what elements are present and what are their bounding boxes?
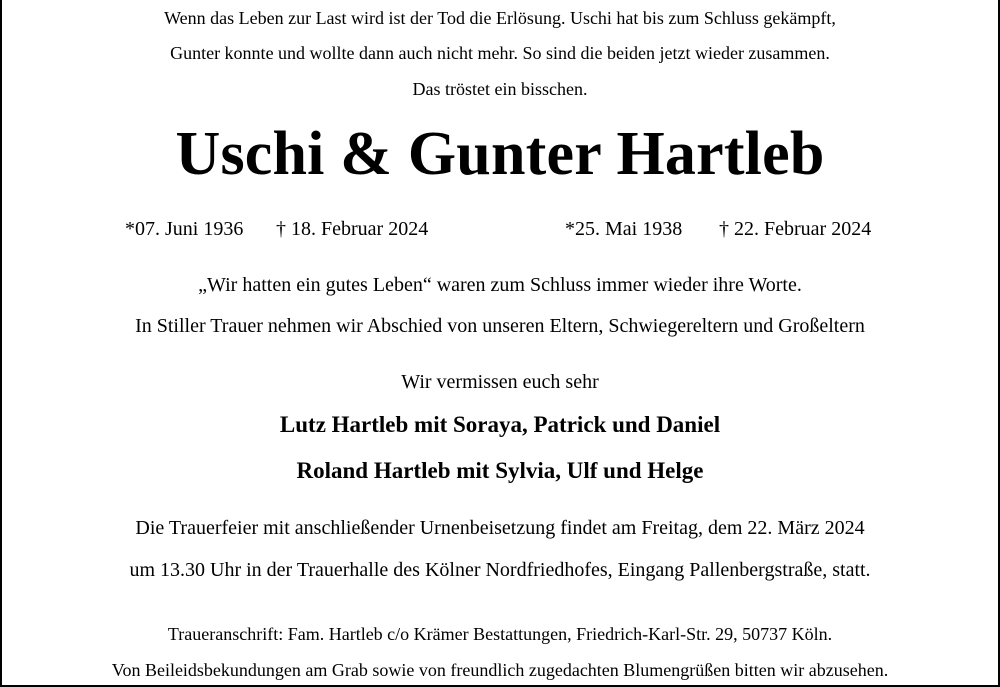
farewell-text: In Stiller Trauer nehmen wir Abschied von unseren Eltern, Schwiegereltern und Großeltern — [135, 315, 865, 337]
ceremony-line-1: Die Trauerfeier mit anschließender Urnenbeisetzung findet am Freitag, dem 22. März 2024 — [135, 517, 865, 539]
intro-line-3: Das tröstet ein bisschen. — [412, 79, 588, 99]
miss-text: Wir vermissen euch sehr — [401, 371, 599, 393]
uschi-birth-date: *07. Juni 1936 — [125, 218, 244, 240]
deceased-names: Uschi & Gunter Hartleb — [175, 120, 825, 188]
family-line-2: Roland Hartleb mit Sylvia, Ulf und Helge — [296, 458, 704, 483]
uschi-death-date: † 18. Februar 2024 — [276, 218, 429, 240]
mourning-address: Traueranschrift: Fam. Hartleb c/o Krämer Bestattungen, Friedrich-Karl-Str. 29, 50737 Köln. — [167, 624, 833, 644]
intro-line-1: Wenn das Leben zur Last wird ist der Tod die Erlösung. Uschi hat bis zum Schluss gekämpft, — [164, 8, 836, 28]
intro-line-2: Gunter konnte und wollte dann auch nicht mehr. So sind die beiden jetzt wieder zusammen. — [170, 43, 830, 63]
gunter-birth-date: *25. Mai 1938 — [565, 218, 683, 240]
quote: „Wir hatten ein gutes Leben“ waren zum Schluss immer wieder ihre Worte. — [198, 274, 802, 296]
ceremony-line-2: um 13.30 Uhr in der Trauerhalle des Kölner Nordfriedhofes, Eingang Pallenbergstraße, statt. — [129, 559, 871, 581]
family-line-1: Lutz Hartleb mit Soraya, Patrick und Daniel — [279, 412, 721, 437]
condolence-note: Von Beileidsbekundungen am Grab sowie von freundlich zugedachten Blumengrüßen bitten wir abzusehen. — [111, 660, 889, 680]
gunter-death-date: † 22. Februar 2024 — [719, 218, 872, 240]
